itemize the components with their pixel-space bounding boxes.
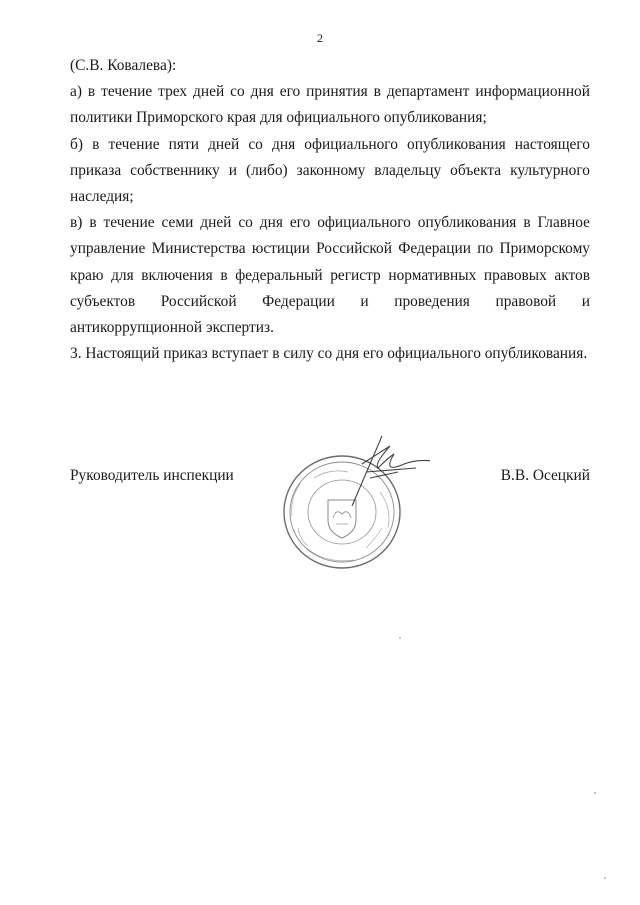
scan-speck	[399, 637, 401, 639]
scan-speck	[604, 877, 606, 879]
scan-speck	[594, 792, 596, 794]
signer-position: Руководитель инспекции	[70, 467, 234, 484]
paragraph-item-a: а) в течение трех дней со дня его принятия в департамент информационной политики Приморского края для официального опубликования;	[70, 83, 590, 127]
paragraph-item-3: 3. Настоящий приказ вступает в силу со дня его официального опубликования.	[70, 345, 588, 363]
paragraph-item-b: б) в течение пяти дней со дня официального опубликования настоящего приказа собственнику и (либо) законному владельцу объекта культурного наследия;	[70, 135, 590, 206]
signer-name: В.В. Осецкий	[500, 467, 590, 484]
paragraph-recipient: (С.В. Ковалева):	[70, 57, 177, 74]
paragraph-item-v: в) в течение семи дней со дня его официального опубликования в Главное управление Министерства юстиции Российской Федерации по Приморскому краю для включения в федеральный регистр нормативных правовых актов субъектов Российской Федерации и проведения правовой и антикоррупционной экспертиз.	[70, 214, 590, 337]
official-seal-stamp	[270, 428, 430, 578]
document-body	[70, 53, 590, 367]
page-number: 2	[317, 31, 323, 45]
